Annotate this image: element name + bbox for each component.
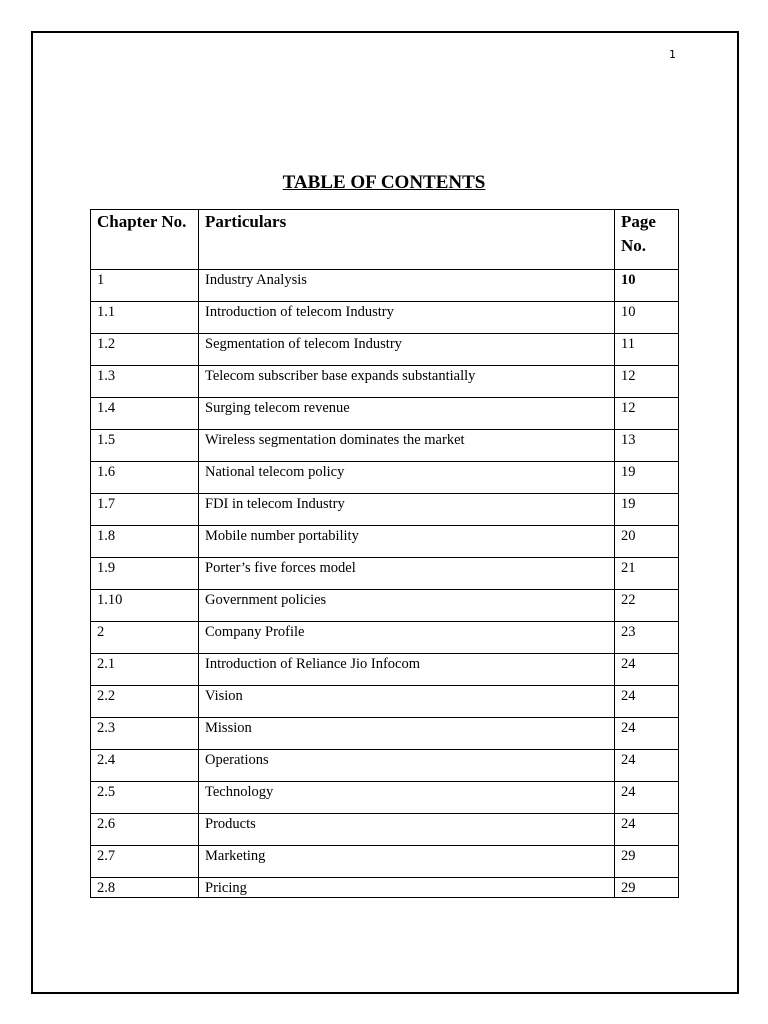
page-number-cell: 24 bbox=[615, 782, 679, 814]
particulars-text: Wireless segmentation dominates the market bbox=[199, 430, 615, 462]
chapter-number: 2.6 bbox=[91, 814, 199, 846]
particulars-text: Industry Analysis bbox=[199, 270, 615, 302]
table-row bbox=[91, 526, 679, 558]
table-row bbox=[91, 782, 679, 814]
table-row bbox=[91, 398, 679, 430]
chapter-number: 1.4 bbox=[91, 398, 199, 430]
particulars-text: Introduction of telecom Industry bbox=[199, 302, 615, 334]
particulars-text: Pricing bbox=[199, 878, 615, 898]
particulars-text: Company Profile bbox=[199, 622, 615, 654]
page-number-cell: 23 bbox=[615, 622, 679, 654]
chapter-number: 2.4 bbox=[91, 750, 199, 782]
chapter-number: 2.3 bbox=[91, 718, 199, 750]
table-row bbox=[91, 750, 679, 782]
particulars-text: Surging telecom revenue bbox=[199, 398, 615, 430]
page-number-cell: 24 bbox=[615, 686, 679, 718]
chapter-number: 1.7 bbox=[91, 494, 199, 526]
page-number-cell: 24 bbox=[615, 654, 679, 686]
page-number-cell: 11 bbox=[615, 334, 679, 366]
particulars-text: Technology bbox=[199, 782, 615, 814]
table-row bbox=[91, 654, 679, 686]
particulars-text: Telecom subscriber base expands substantially bbox=[199, 366, 615, 398]
particulars-text: Mobile number portability bbox=[199, 526, 615, 558]
particulars-text: Operations bbox=[199, 750, 615, 782]
page-number-cell: 24 bbox=[615, 718, 679, 750]
table-row bbox=[91, 590, 679, 622]
page-number-cell: 22 bbox=[615, 590, 679, 622]
particulars-text: Vision bbox=[199, 686, 615, 718]
page-header: Page No. bbox=[615, 210, 679, 270]
page-number-cell: 29 bbox=[615, 878, 679, 898]
table-row bbox=[91, 302, 679, 334]
table-row bbox=[91, 622, 679, 654]
table-row bbox=[91, 718, 679, 750]
chapter-number: 1.2 bbox=[91, 334, 199, 366]
page-number-cell: 19 bbox=[615, 462, 679, 494]
chapter-number: 1.5 bbox=[91, 430, 199, 462]
chapter-number: 1 bbox=[91, 270, 199, 302]
chapter-number: 2.2 bbox=[91, 686, 199, 718]
particulars-text: Porter’s five forces model bbox=[199, 558, 615, 590]
particulars-text: Introduction of Reliance Jio Infocom bbox=[199, 654, 615, 686]
particulars-text: FDI in telecom Industry bbox=[199, 494, 615, 526]
page-number: 1 bbox=[669, 48, 676, 61]
table-row bbox=[91, 430, 679, 462]
toc-body bbox=[91, 270, 679, 898]
chapter-header: Chapter No. bbox=[91, 210, 199, 270]
table-row bbox=[91, 494, 679, 526]
chapter-number: 2 bbox=[91, 622, 199, 654]
particulars-text: Government policies bbox=[199, 590, 615, 622]
page-number-cell: 13 bbox=[615, 430, 679, 462]
chapter-number: 1.6 bbox=[91, 462, 199, 494]
page-number-cell: 19 bbox=[615, 494, 679, 526]
page-number-cell: 12 bbox=[615, 398, 679, 430]
chapter-number: 1.9 bbox=[91, 558, 199, 590]
chapter-number: 2.7 bbox=[91, 846, 199, 878]
page-number-cell: 24 bbox=[615, 814, 679, 846]
chapter-number: 2.5 bbox=[91, 782, 199, 814]
page-title: TABLE OF CONTENTS bbox=[282, 172, 486, 193]
particulars-text: National telecom policy bbox=[199, 462, 615, 494]
table-row bbox=[91, 462, 679, 494]
table-row bbox=[91, 334, 679, 366]
table-row bbox=[91, 366, 679, 398]
particulars-text: Marketing bbox=[199, 846, 615, 878]
table-row bbox=[91, 686, 679, 718]
chapter-number: 1.8 bbox=[91, 526, 199, 558]
particulars-text: Mission bbox=[199, 718, 615, 750]
page-number-cell: 12 bbox=[615, 366, 679, 398]
chapter-number: 2.8 bbox=[91, 878, 199, 898]
chapter-number: 1.1 bbox=[91, 302, 199, 334]
particulars-header: Particulars bbox=[199, 210, 615, 270]
page-number-cell: 10 bbox=[615, 270, 679, 302]
table-row bbox=[91, 814, 679, 846]
table-row bbox=[91, 846, 679, 878]
particulars-text: Products bbox=[199, 814, 615, 846]
page-number-cell: 24 bbox=[615, 750, 679, 782]
table-row bbox=[91, 878, 679, 898]
particulars-text: Segmentation of telecom Industry bbox=[199, 334, 615, 366]
chapter-number: 1.3 bbox=[91, 366, 199, 398]
toc-table bbox=[90, 209, 679, 898]
chapter-number: 2.1 bbox=[91, 654, 199, 686]
page-number-cell: 21 bbox=[615, 558, 679, 590]
page-number-cell: 29 bbox=[615, 846, 679, 878]
table-row bbox=[91, 558, 679, 590]
table-row bbox=[91, 270, 679, 302]
toc-header-row bbox=[91, 210, 679, 270]
page-number-cell: 20 bbox=[615, 526, 679, 558]
page-number-cell: 10 bbox=[615, 302, 679, 334]
chapter-number: 1.10 bbox=[91, 590, 199, 622]
